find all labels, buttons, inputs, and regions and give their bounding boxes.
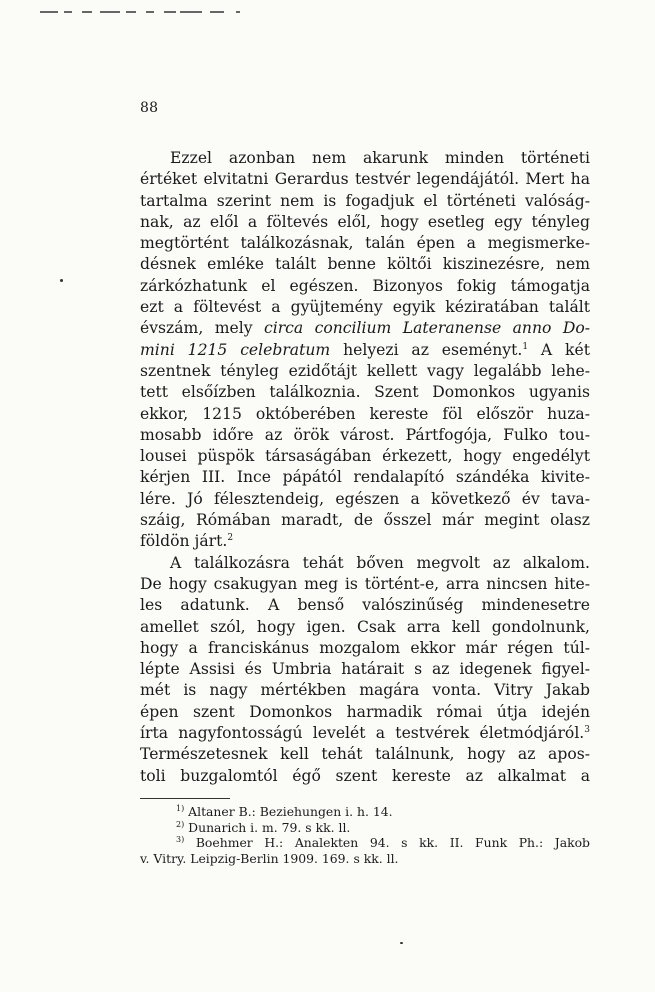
text-run: évszám, mely: [140, 319, 264, 338]
text-line: lousei püspök társaságában érkezett, hogy engedélyt: [140, 447, 590, 466]
text-line: hogy a franciskánus mozgalom ekkor már régen túl-: [140, 638, 590, 657]
text-line: épen szent Domonkos harmadik római útja idején: [140, 702, 590, 721]
scan-edge-marks: [40, 8, 270, 14]
text-run: A két: [528, 340, 590, 359]
text-line: les adatunk. A benső valószinűség mindenesetre: [140, 596, 590, 615]
footnote-1: [140, 804, 590, 820]
text-line: A találkozásra tehát bőven megvolt az alkalom.: [170, 553, 590, 572]
text-line: lére. Jó félesztendeig, egészen a következő év tava-: [140, 489, 590, 508]
text-line: [140, 723, 590, 744]
footnote-ref[interactable]: 2: [227, 533, 234, 544]
text-run: írta nagyfontosságú levelét a testvérek életmódjáról.: [140, 724, 585, 743]
text-line: désnek emléke talált benne költői kiszinezésre, nem: [140, 255, 590, 274]
footnote-text: Dunarich i. m. 79. s kk. ll.: [184, 819, 351, 835]
text-line: amellet szól, hogy igen. Csak arra kell gondolnunk,: [140, 617, 590, 636]
text-line: [140, 318, 590, 339]
footnote-ref[interactable]: 3: [584, 724, 590, 735]
text-line: tett elsőízben találkoznia. Szent Domonkos ugyanis: [140, 383, 590, 402]
footnote-ref[interactable]: 1: [522, 341, 529, 352]
text-line: ekkor, 1215 októberében kereste föl először huza-: [140, 404, 590, 423]
paragraph-2: [140, 553, 590, 787]
footnotes: [140, 804, 590, 866]
text-line: száig, Rómában maradt, de ősszel már megint olasz: [140, 511, 590, 530]
text-run: helyezi az eseményt.: [330, 340, 523, 359]
text-line: toli buzgalomtól égő szent kereste az alkalmat a: [140, 766, 590, 785]
text-line: Természetesnek kell tehát találnunk, hogy az apos-: [140, 745, 590, 764]
text-line: nak, az elől a föltevés elől, hogy esetleg egy tényleg: [140, 212, 590, 231]
footnote-mark: 1): [176, 803, 185, 813]
footnote-text: Altaner B.: Beziehungen i. h. 14.: [184, 804, 393, 819]
footnote-3: [140, 835, 590, 851]
footnote-mark: 2): [176, 819, 185, 829]
text-line: zárkózhatunk el egészen. Bizonyos fokig támogatja: [140, 276, 590, 295]
text-line: értéket elvitatni Gerardus testvér legendájától. Mert ha: [140, 170, 590, 189]
footnote-text: Boehmer H.: Analekten 94. s kk. II. Funk Ph.: Jakob: [184, 835, 590, 851]
scan-speck: [400, 942, 403, 944]
latin-quote: circa concilium Lateranense anno Do-: [263, 319, 590, 338]
text-line: mosabb időre az örök várost. Pártfogója, Fulko tou-: [140, 425, 590, 444]
text-line: megtörtént találkozásnak, talán épen a megismerke-: [140, 234, 590, 253]
text-line: mét is nagy mértékben magára vonta. Vitry Jakab: [140, 681, 590, 700]
page-number: 88: [140, 100, 159, 116]
text-line: ezt a föltevést a gyüjtemény egyik kéziratában talált: [140, 298, 590, 317]
footnote-mark: 3): [176, 835, 185, 845]
text-line: szentnek tényleg ezidőtájt kellett vagy legalább lehe-: [140, 361, 590, 380]
text-line: lépte Assisi és Umbria határait s az idegenek figyel-: [140, 660, 590, 679]
main-text: [140, 148, 590, 787]
text-line: [140, 340, 590, 361]
text-line: tartalma szerint nem is fogadjuk el történeti valóság-: [140, 191, 590, 210]
text-run: földön járt.: [140, 532, 228, 551]
text-line: [140, 531, 590, 552]
paragraph-1: [140, 148, 590, 553]
footnote-3-continuation: v. Vitry. Leipzig-Berlin 1909. 169. s kk. ll.: [140, 850, 399, 866]
text-line: De hogy csakugyan meg is történt-e, arra nincsen hite-: [140, 574, 590, 593]
footnote-2: [140, 820, 590, 836]
latin-quote: mini 1215 celebratum: [140, 340, 331, 359]
text-line: kérjen III. Ince pápától rendalapító szándéka kivite-: [140, 468, 590, 487]
scan-speck: [60, 279, 63, 282]
text-line: Ezzel azonban nem akarunk minden történeti: [170, 149, 590, 167]
footnote-separator: [140, 798, 230, 799]
